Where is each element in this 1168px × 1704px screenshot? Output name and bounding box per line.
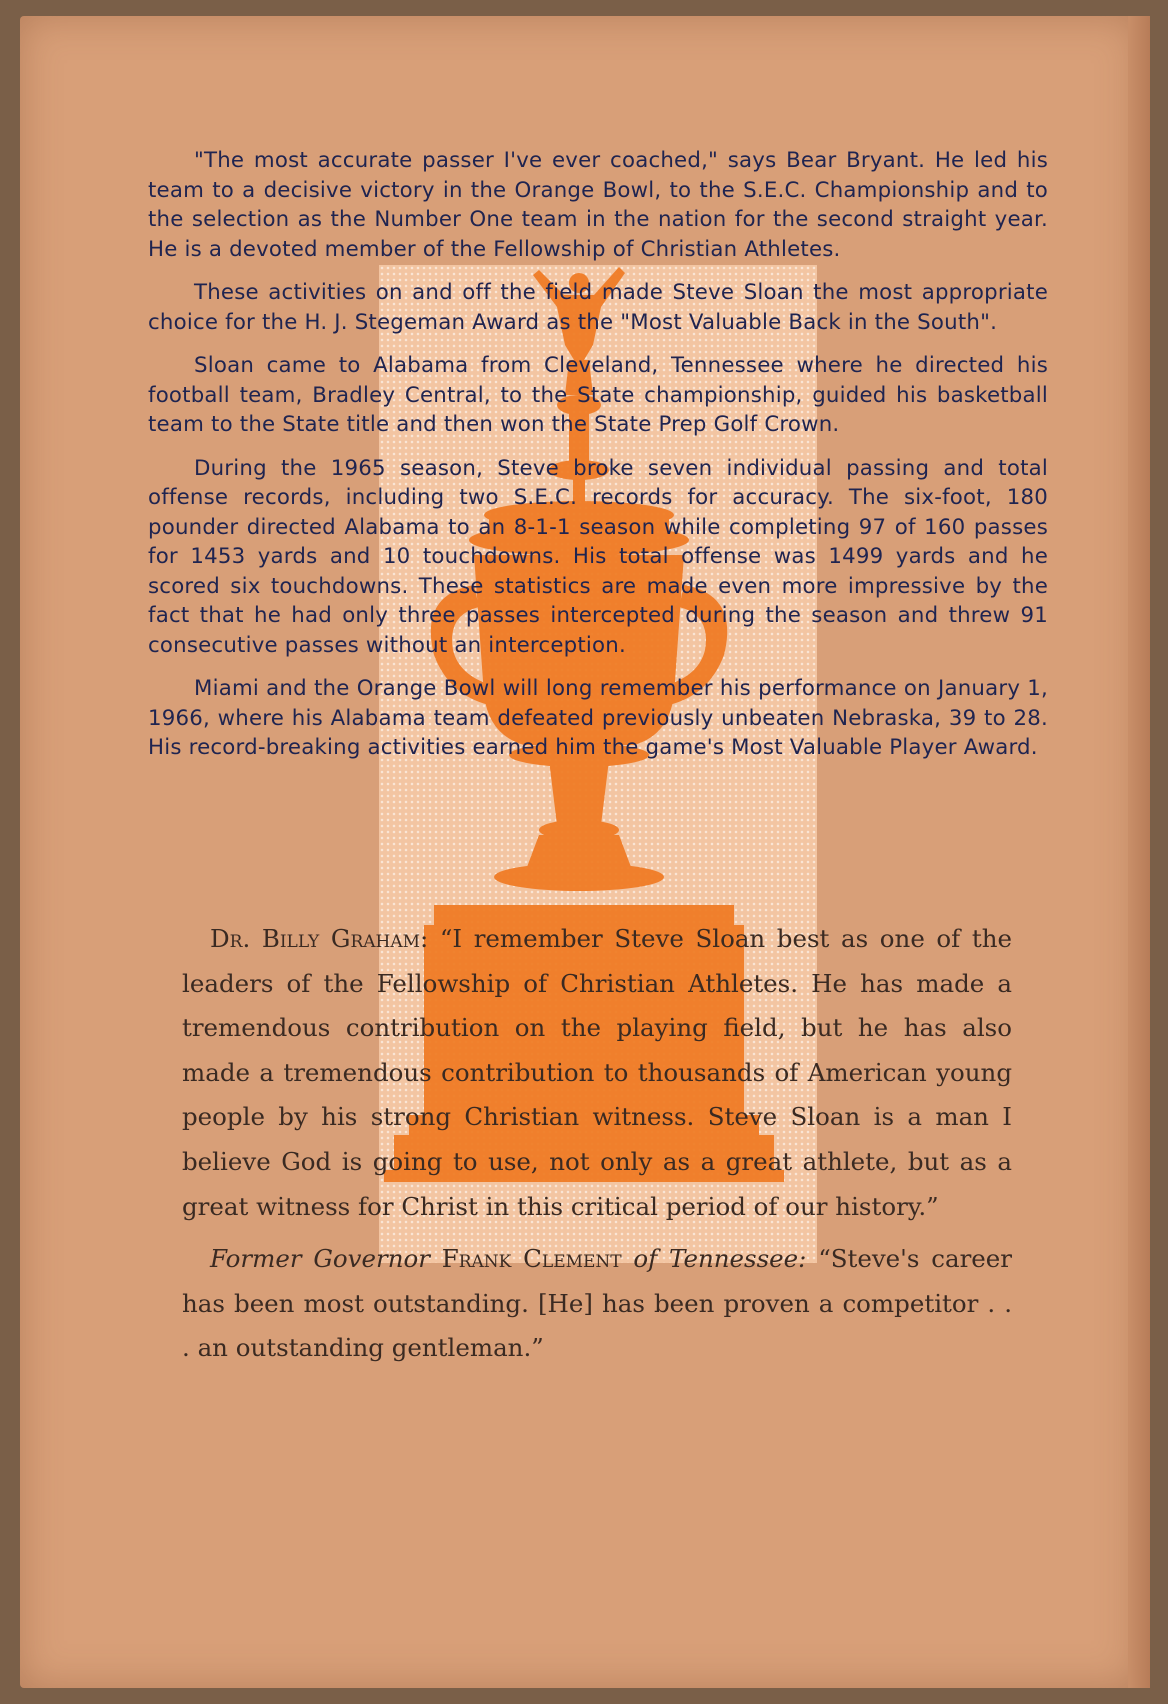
- bio-paragraph: "The most accurate passer I've ever coached," says Bear Bryant. He led his team to a decisive victory in the Orange Bowl, to the S.E.C. Championship and to the selection as the Number One team in the nation for the second straight year. He is a devoted member of the Fellowship of Christian Athletes.: [148, 148, 1048, 262]
- bio-paragraph: These activities on and off the field made Steve Sloan the most appropriate choice for the H. J. Stegeman Award as the "Most Valuable Back in the South".: [148, 280, 1048, 335]
- bio-paragraph: During the 1965 season, Steve broke seven individual passing and total offense records, including two S.E.C. records for accuracy. The six-foot, 180 pounder directed Alabama to an 8-1-1 season while completing 97 of 160 passes for 1453 yards and 10 touchdowns. His total offense was 1499 yards and he scored six touchdowns. These statistics are made even more impressive by the fact that he had only three passes intercepted during the season and threw 91 consecutive passes without an interception.: [148, 455, 1048, 658]
- testimonial-quotes: [182, 917, 1012, 1379]
- biography-text: [148, 146, 1048, 777]
- quote-speaker: Frank Clement: [441, 1244, 622, 1274]
- quote-prefix: Former Governor: [210, 1244, 430, 1274]
- quote-speaker: Dr. Billy Graham: [210, 924, 421, 953]
- quote-suffix: of Tennessee:: [633, 1244, 807, 1274]
- cover-spine-edge: [1128, 16, 1150, 1688]
- bio-paragraph: Miami and the Orange Bowl will long remember his performance on January 1, 1966, where his Alabama team defeated previously unbeaten Nebraska, 39 to 28. His record-breaking activities earned him the game's Most Valuable Player Award.: [148, 676, 1048, 760]
- clement-quote: [182, 1237, 1012, 1371]
- quote-text: “Steve's career has been most outstanding. [He] has been proven a competitor . . . an outstanding gentleman.”: [182, 1244, 1013, 1363]
- graham-quote: Dr. Billy Graham: “I remember Steve Sloan best as one of the leaders of the Fellowship of Christian Athletes. He has made a tremendous contribution on the playing field, but he has also made a tremendous contribution to thousands of American young people by his strong Christian witness. Steve Sloan is a man I believe God is going to use, not only as a great athlete, but as a great witness for Christ in this critical period of our history.”: [182, 924, 1012, 1221]
- quote-text: “I remember Steve Sloan best as one of the leaders of the Fellowship of Christian Athletes. He has made a tremendous contribution on the playing field, but he has also made a tremendous contribution to thousands of American young people by his strong Christian witness. Steve Sloan is a man I believe God is going to use, not only as a great athlete, but as a great witness for Christ in this critical period of our history.”: [182, 924, 1012, 1221]
- bio-paragraph: Sloan came to Alabama from Cleveland, Tennessee where he directed his football team, Bradley Central, to the State championship, guided his basketball team to the State title and then won the State Prep Golf Crown.: [148, 353, 1048, 437]
